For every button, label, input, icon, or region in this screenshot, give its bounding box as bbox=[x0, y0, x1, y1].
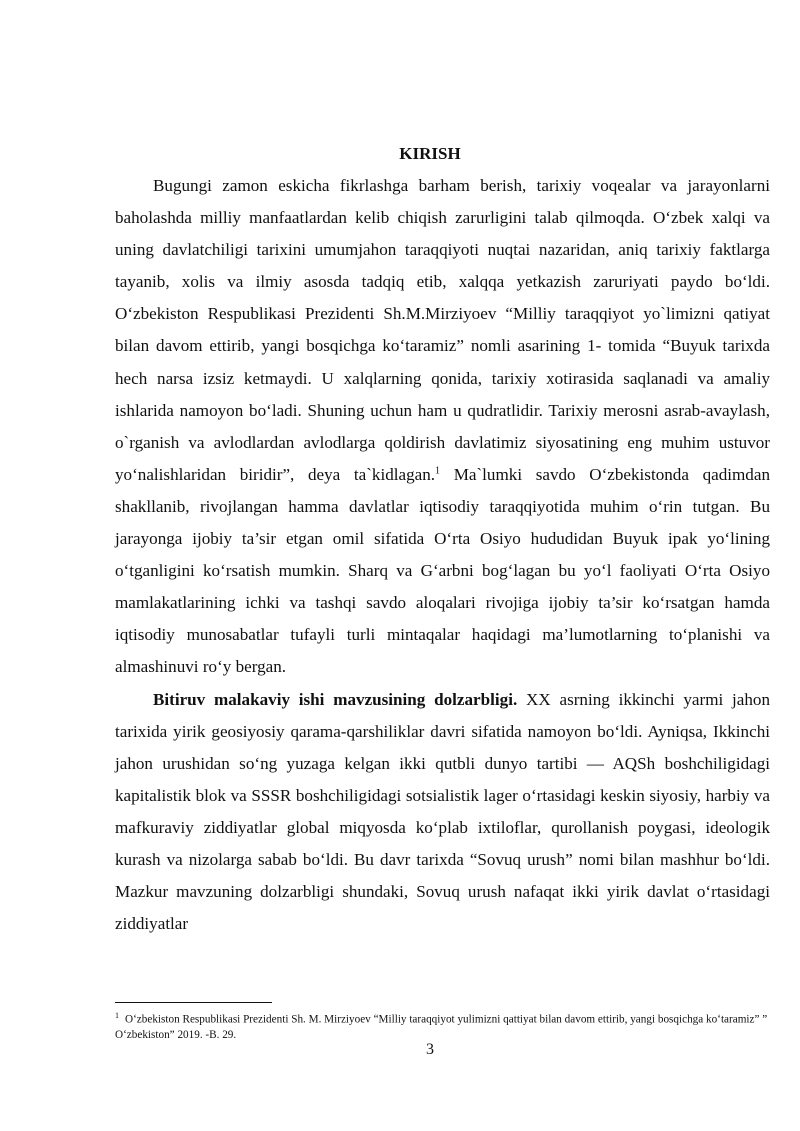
body-text bbox=[115, 170, 770, 940]
footnote bbox=[115, 1008, 770, 1043]
relevance-paragraph-text: XX asrning ikkinchi yarmi jahon tarixida yirik geosiyosiy qarama-qarshiliklar davri sifatida namoyon bo‘ldi. Ayniqsa, Ikkinchi jahon urushidan so‘ng yuzaga kelgan ikki qutbli dunyo tartibi — AQSh boshchiligidagi kapitalistik blok va SSSR boshchiligidagi sotsialistik lager o‘rtasidagi keskin siyosiy, harbiy va mafkuraviy ziddiyatlar global miqyosda ko‘plab ixtiloflar, qurollanish poygasi, ideologik kurash va nizolarga sabab bo‘ldi. Bu davr tarixda “Sovuq urush” nomi bilan mashhur bo‘ldi. Mazkur mavzuning dolzarbligi shundaki, Sovuq urush nafaqat ikki yirik davlat o‘rtasidagi ziddiyatlar bbox=[115, 689, 771, 934]
footnote-number: 1 bbox=[115, 1011, 119, 1020]
page-number: 3 bbox=[426, 1041, 434, 1058]
section-title: KIRISH bbox=[399, 144, 461, 163]
intro-paragraph-continuation: Ma`lumki savdo O‘zbekistonda qadimdan shakllanib, rivojlangan hamma davlatlar iqtisodiy taraqqiyotida muhim o‘rin tutgan. Bu jarayonga ijobiy ta’sir etgan omil sifatida O‘rta Osiyo hududidan Buyuk ipak yo‘lining o‘tganligini ko‘rsatish mumkin. Sharq va G‘arbni bog‘lagan bu yo‘l faoliyati O‘rta Osiyo mamlakatlarining ichki va tashqi savdo aloqalari rivojiga ijobiy ta’sir ko‘rsatgan hamda iqtisodiy munosabatlar tufayli turli mintaqalar haqidagi ma’lumotlarning to‘planishi va almashinuvi ro‘y bergan. bbox=[115, 464, 770, 677]
relevance-heading: Bitiruv malakaviy ishi mavzusining dolzarbligi. bbox=[153, 689, 518, 709]
footnote-text: O‘zbekiston Respublikasi Prezidenti Sh. M. Mirziyoev “Milliy taraqqiyot yulimizni qattiyat bilan davom ettirib, yangi bosqichga ko‘taramiz” ” O‘zbekiston” 2019. -B. 29. bbox=[115, 1013, 768, 1041]
footnote-divider bbox=[115, 1002, 272, 1003]
intro-paragraph bbox=[115, 170, 770, 684]
footnote-reference[interactable]: 1 bbox=[435, 465, 441, 477]
relevance-paragraph bbox=[115, 684, 770, 941]
intro-paragraph-text: Bugungi zamon eskicha fikrlashga barham berish, tarixiy voqealar va jarayonlarni baholashda milliy manfaatlardan kelib chiqish zarurligini talab qilmoqda. O‘zbek xalqi va uning davlatchiligi tarixini umumjahon taraqqiyoti nuqtai nazaridan, aniq tarixiy faktlarga tayanib, xolis va ilmiy asosda tadqiq etib, xalqqa yetkazish zaruriyati paydo bo‘ldi. O‘zbekiston Respublikasi Prezidenti Sh.M.Mirziyoev “Milliy taraqqiyot yo`limizni qatiyat bilan davom ettirib, yangi bosqichga ko‘taramiz” nomli asarining 1- tomida “Buyuk tarixda hech narsa izsiz ketmaydi. U xalqlarning qonida, tarixiy xotirasida saqlanadi va amaliy ishlarida namoyon bo‘ladi. Shuning uchun ham u qudratlidir. Tarixiy merosni asrab-avaylash, o`rganish va avlodlardan avlodlarga qoldirish davlatimiz siyosatining eng muhim ustuvor yo‘nalishlaridan biridir”, deya ta`kidlagan. bbox=[115, 176, 770, 484]
